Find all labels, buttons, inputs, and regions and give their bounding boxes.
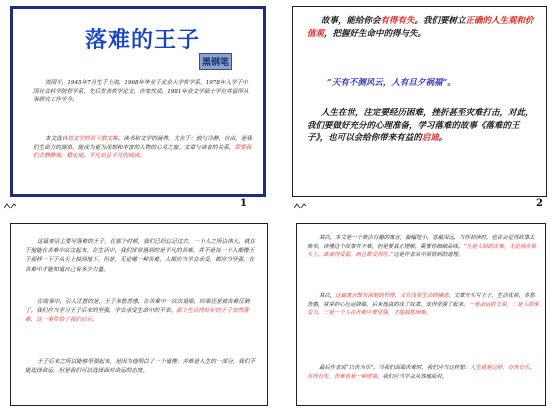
highlight-red: 人生就是这样，有苦有乐，有得有失，苦难也是一种财富 [307,365,535,380]
theme-paragraph-3 [307,364,539,381]
text-run: 故事，能给你会 [321,16,381,26]
lesson-paragraph [307,15,535,40]
slide-transition-icon[interactable] [294,203,306,209]
author-label: 黑钢笔 [199,53,232,70]
highlight-red: 那个生活得好好的王子突然落难，这一事件给了我们启示。 [25,308,249,324]
analysis-paragraph-2 [25,298,257,326]
theme-paragraph [307,234,539,260]
proverb-quote: “天有不测风云，人有旦夕祸福”。 [327,78,456,88]
text-run: 最后作者说“以苦为乐”。当我们面临苦难时，我们应当这样想： [319,365,471,371]
slide-number: 2 [536,198,543,209]
intro-paragraph [33,135,253,161]
slide-number: 1 [240,198,247,209]
text-run: ，把握好生命中的得与失。 [324,28,427,39]
slide-transition-icon[interactable] [4,203,16,209]
highlight-red: 周文学的若干散文集 [67,136,118,142]
text-run: 其次， [319,293,336,299]
text-run: ，也可以会给你带来有益的 [319,133,422,143]
slide-thumbnail-2[interactable] [292,6,547,197]
slide-title: 落难的王子 [85,28,201,53]
text-run: 这是作者从中领悟到的道理。 [393,252,464,259]
highlight-red: 一是命运的无常，二是人的承受力，三是一个人在苦难中要坚强，才能战胜困难。 [307,301,539,317]
slide-thumbnail-4[interactable] [296,223,546,406]
text-run: 。文章开头写王子，生活优裕，多愁善感，常常担心厄运降临，后来他真的成了奴隶，变得坚强了起来。 [307,293,535,308]
analysis-paragraph-3: 王子后来之所以能够坚强起来，是因为他明白了一个道理：苦难是人生的一部分，我们不能选择命运，但是我们可以选择面对命运的态度。 [25,359,256,375]
text-run: 其次，本文是一个简洁有趣的寓言，篇幅短小，意蕴深远，当你初读时，也许会觉得故事太简单，读懂这个故事并不难，但是要真正理解，需要你细细品味。 [307,235,535,250]
highlight-red: “凡是人间的灾难，无论落在谁头上，谁就得受着，而且都受得住。” [307,243,537,259]
text-run: 。读书和文学的涵养，尤在于：较与冷静，自由，是我们生命力的源泉，能成为更为深刻和丰富的人物的心灵之窗。文章与读者的关系， [33,136,253,151]
slide-thumbnail-1[interactable] [10,6,266,197]
text-run: 。 [438,133,448,143]
lesson-paragraph-2 [307,107,535,145]
analysis-paragraph: 这篇童话主要写落难的王子，在那个时候，我们已经忘记过去，一个人之所以伟大，就在于他能在苦难中站立起来。在生活中，我们常常遇到的是平凡的苦难，并不是每一个人都像王子那样一下子从天上掉到地下。但是，无论哪一种苦难，人都应当学会承受，都应当坚强，在苦难中才能知道自己有多少力量。 [25,239,256,273]
text-run: 在故事中，引人注意的是，王子多愁善感，在苦难中一次次退缩，结果还是被苦难压倒了。我们应当学习王子后来的坚强，学会承受生命中的不幸。 [25,299,250,315]
highlight-red: 有得有失 [380,16,415,26]
slide-thumbnail-3[interactable] [10,223,268,406]
theme-paragraph-2 [307,292,539,318]
text-run: 人生在世，注定要经历困难，挫折甚至灾难打击，对此，我们要做好充分的心理准备，学习落难的故事 [307,108,534,131]
text-run: 《落难的王子》 [307,120,520,143]
text-run: ，我们应当学会从容地面对。 [377,373,448,380]
highlight-red: 这篇寓言既有深刻的哲理，又有浅显生动的描述 [335,293,449,299]
text-run: 本文选自 [45,136,68,142]
highlight-red: 启迪 [421,133,439,143]
author-bio-paragraph: 周国平，1945年7月生于上海，1968年毕业于北京大学哲学系，1978年入学于中国社会科学院哲学系，先后发表哲学论文，作家性质，1981年获文学硕士学位并留所从事研究工作至今。 [33,80,249,104]
text-run: 。我们要树立 [414,16,466,26]
highlight-red: 需要我们去静静地，稳定地，平凡而且平凡的阅读。 [33,144,252,160]
highlight-red: 正确的人生观和价值观 [307,16,534,39]
